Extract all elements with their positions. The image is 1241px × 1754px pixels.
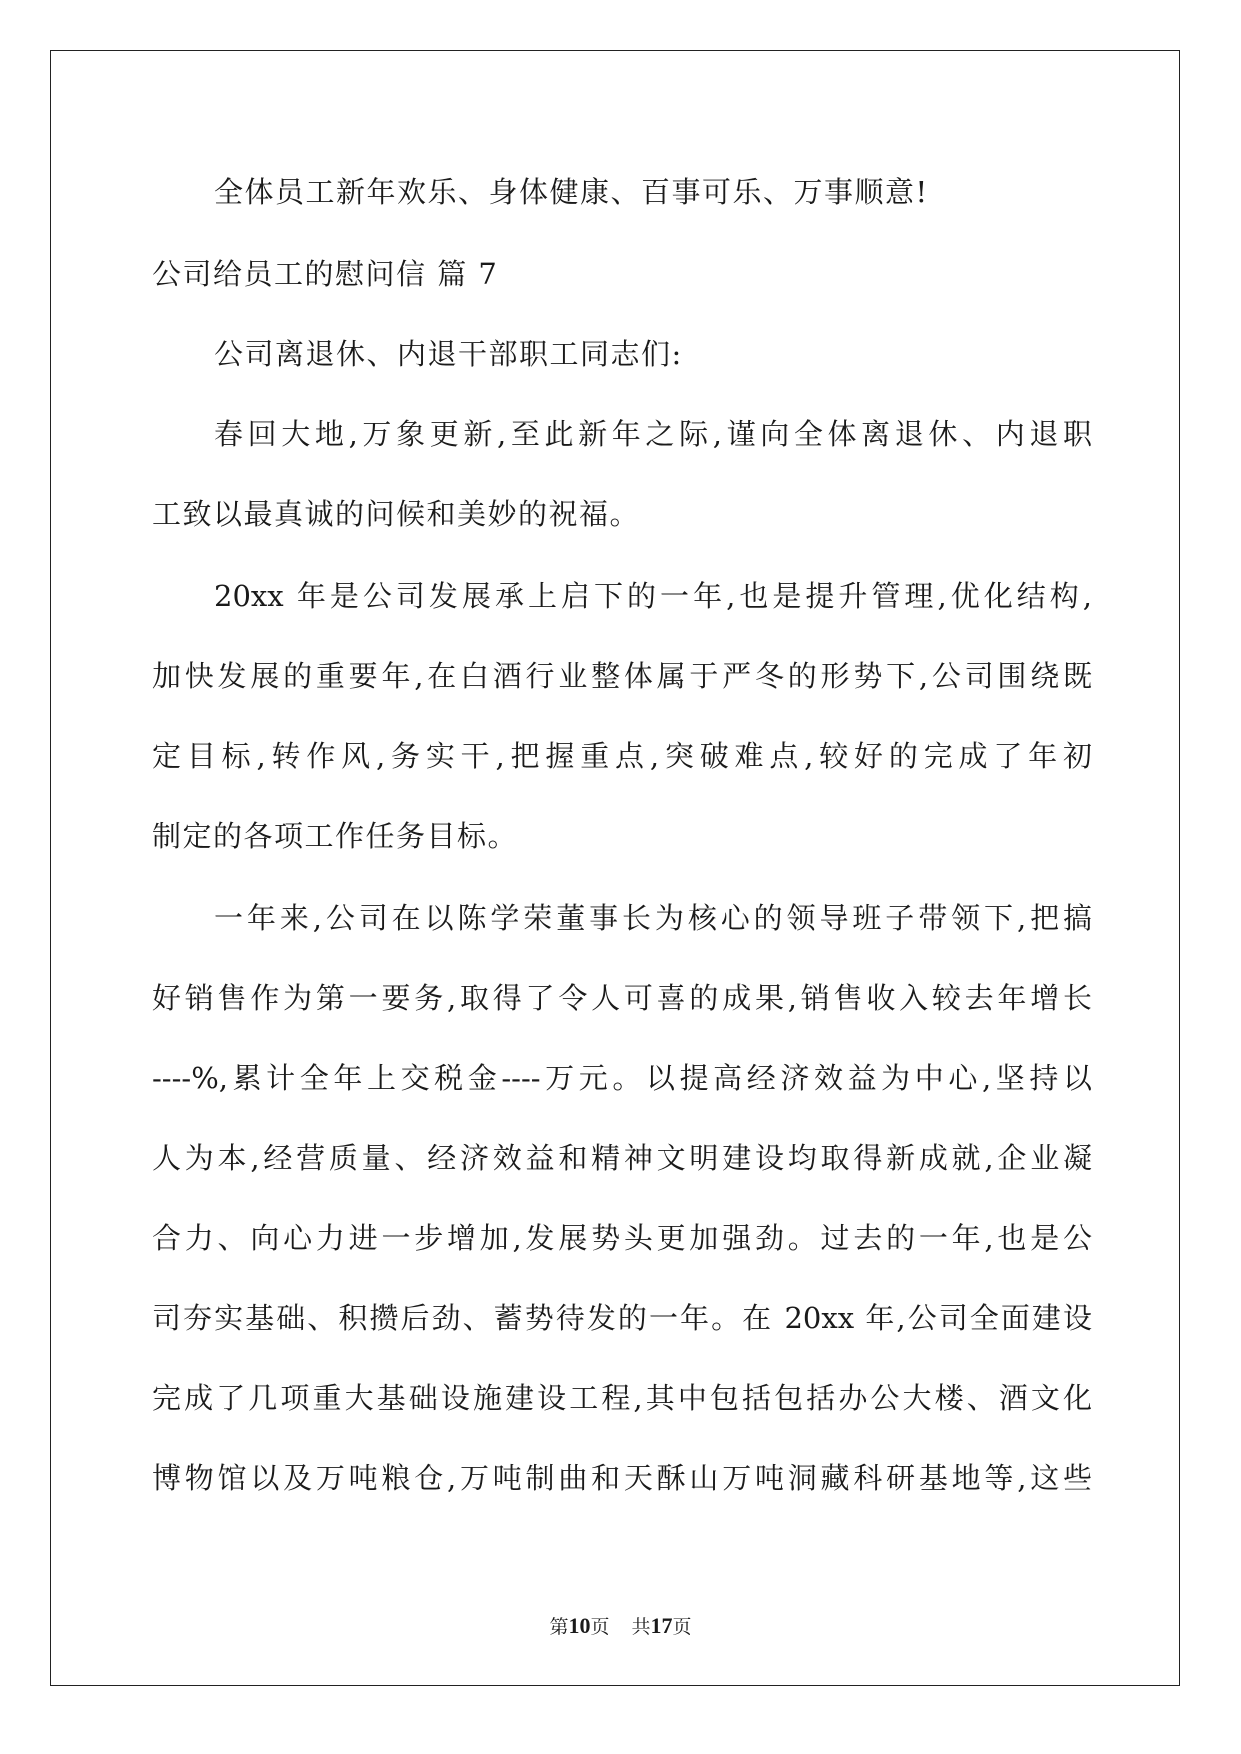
- page-suffix: 页: [590, 1617, 610, 1638]
- paragraph-line: 春回大地,万象更新,至此新年之际,谨向全体离退休、内退职: [214, 417, 1092, 451]
- page-border: [50, 50, 1180, 1686]
- page-footer: [0, 1614, 1241, 1640]
- total-prefix: 共: [631, 1617, 651, 1638]
- paragraph-line: 制定的各项工作任务目标。: [152, 819, 519, 853]
- paragraph-line: 司夯实基础、积攒后劲、蓄势待发的一年。在 20xx 年,公司全面建设: [152, 1301, 1092, 1335]
- current-page-number: 10: [568, 1613, 591, 1638]
- paragraph-line: 好销售作为第一要务,取得了令人可喜的成果,销售收入较去年增长: [152, 981, 1092, 1015]
- paragraph-line: 人为本,经营质量、经济效益和精神文明建设均取得新成就,企业凝: [152, 1141, 1092, 1175]
- paragraph-line: ----%,累计全年上交税金----万元。以提高经济效益为中心,坚持以: [152, 1061, 1092, 1095]
- total-page-count: 17: [650, 1613, 673, 1638]
- paragraph-line: 加快发展的重要年,在白酒行业整体属于严冬的形势下,公司围绕既: [152, 659, 1092, 693]
- paragraph-line: 定目标,转作风,务实干,把握重点,突破难点,较好的完成了年初: [152, 739, 1092, 773]
- section-heading: 公司给员工的慰问信 篇 7: [152, 257, 499, 291]
- paragraph-line: 全体员工新年欢乐、身体健康、百事可乐、万事顺意!: [214, 175, 929, 209]
- paragraph-line: 完成了几项重大基础设施建设工程,其中包括包括办公大楼、酒文化: [152, 1381, 1092, 1415]
- total-suffix: 页: [672, 1617, 692, 1638]
- paragraph-line: 合力、向心力进一步增加,发展势头更加强劲。过去的一年,也是公: [152, 1221, 1092, 1255]
- paragraph-line: 工致以最真诚的问候和美妙的祝福。: [152, 497, 641, 531]
- page-prefix: 第: [549, 1617, 569, 1638]
- salutation: 公司离退休、内退干部职工同志们:: [214, 337, 683, 371]
- paragraph-line: 博物馆以及万吨粮仓,万吨制曲和天酥山万吨洞藏科研基地等,这些: [152, 1461, 1092, 1495]
- paragraph-line: 一年来,公司在以陈学荣董事长为核心的领导班子带领下,把搞: [214, 901, 1092, 935]
- paragraph-line: 20xx 年是公司发展承上启下的一年,也是提升管理,优化结构,: [214, 579, 1092, 613]
